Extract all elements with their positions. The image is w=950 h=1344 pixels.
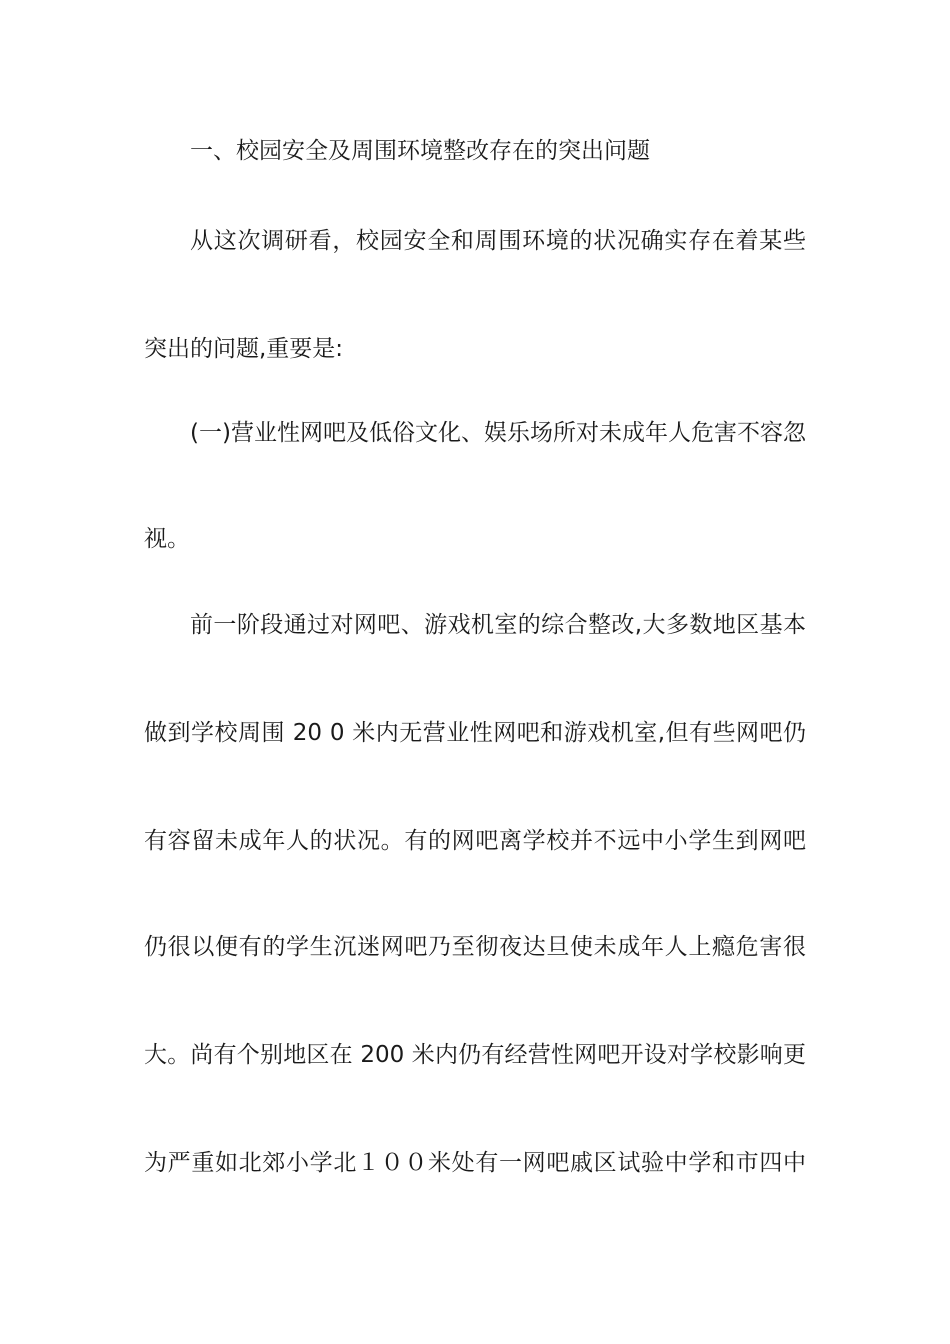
paragraph-line: 仍很以便有的学生沉迷网吧乃至彻夜达旦使未成年人上瘾危害很 [144, 934, 806, 960]
paragraph-line: 做到学校周围 20 0 米内无营业性网吧和游戏机室,但有些网吧仍 [144, 720, 806, 746]
paragraph-line: 前一阶段通过对网吧、游戏机室的综合整改,大多数地区基本 [190, 612, 806, 638]
paragraph-line: 突出的问题,重要是: [144, 336, 344, 362]
section-heading: 一、校园安全及周围环境整改存在的突出问题 [190, 138, 650, 164]
subsection-heading: (一)营业性网吧及低俗文化、娱乐场所对未成年人危害不容忽 [190, 420, 806, 446]
paragraph-line: 大。尚有个别地区在 200 米内仍有经营性网吧开设对学校影响更 [144, 1042, 806, 1068]
paragraph-line: 从这次调研看，校园安全和周围环境的状况确实存在着某些 [190, 228, 806, 254]
paragraph-line: 为严重如北郊小学北１００米处有一网吧戚区试验中学和市四中 [144, 1150, 806, 1176]
paragraph-line: 有容留未成年人的状况。有的网吧离学校并不远中小学生到网吧 [144, 828, 806, 854]
paragraph-line: 视。 [144, 526, 190, 552]
